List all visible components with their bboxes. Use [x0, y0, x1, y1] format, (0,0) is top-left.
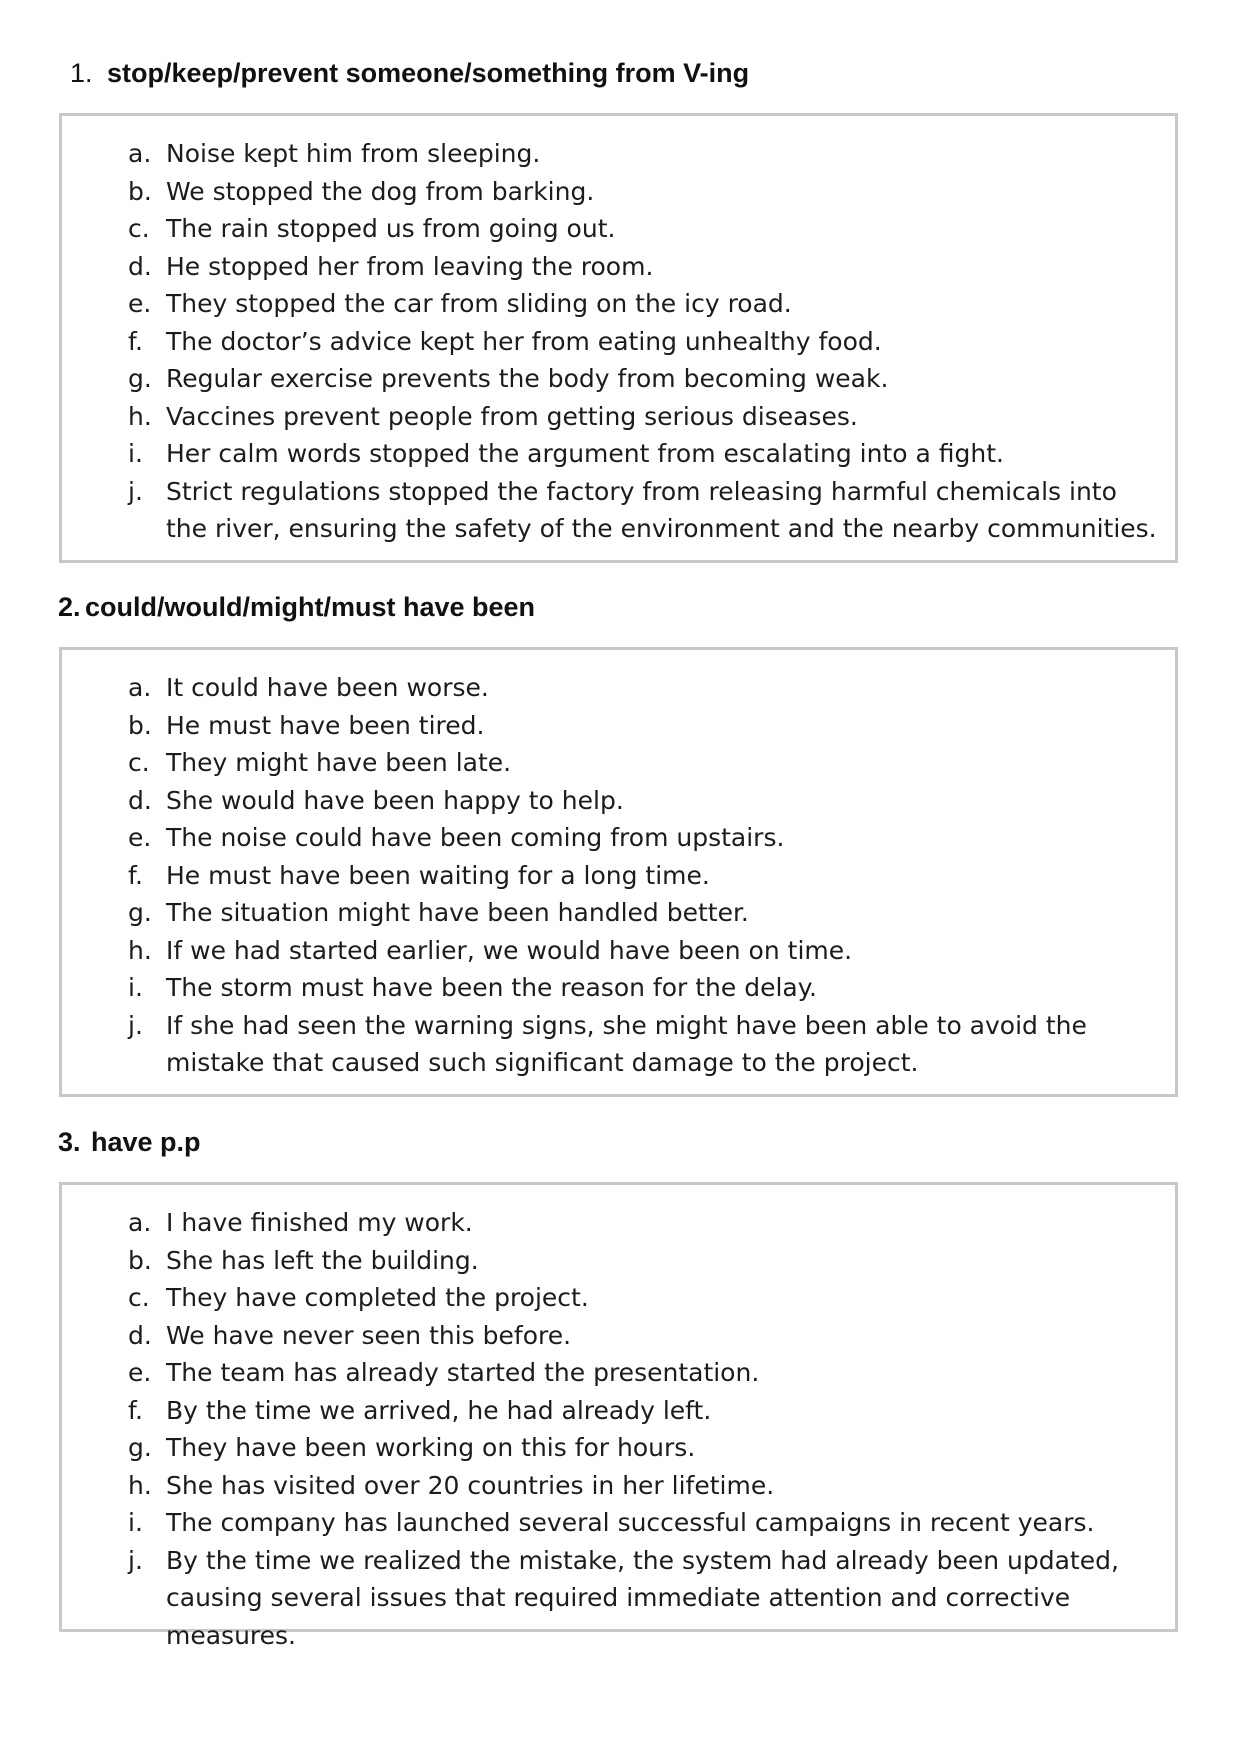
item-text: The rain stopped us from going out.	[166, 214, 616, 243]
section-1-example-box	[59, 113, 1178, 563]
list-item	[62, 323, 1175, 361]
item-text: Strict regulations stopped the factory from releasing harmful chemicals into the river, ensuring the safety of the environment and the nearby communities.	[166, 476, 1157, 543]
section-2-example-box	[59, 647, 1178, 1097]
item-marker: d.	[128, 251, 152, 281]
item-marker: h.	[128, 401, 152, 431]
list-item	[62, 1467, 1175, 1505]
item-text: We have never seen this before.	[166, 1320, 572, 1350]
item-marker: c.	[128, 214, 150, 243]
list-item	[62, 1279, 1175, 1317]
item-text: We stopped the dog from barking.	[166, 176, 595, 206]
section-3-number: 3.	[58, 1127, 81, 1157]
item-marker: a.	[128, 1208, 152, 1237]
list-item	[62, 1204, 1175, 1242]
item-marker: i.	[128, 973, 143, 1002]
item-text: If we had started earlier, we would have been on time.	[166, 935, 853, 965]
list-item	[62, 1542, 1175, 1655]
list-item	[62, 360, 1175, 398]
item-marker: g.	[128, 898, 152, 927]
item-text: Noise kept him from sleeping.	[166, 139, 541, 168]
list-item	[62, 435, 1175, 473]
item-text: If she had seen the warning signs, she might have been able to avoid the mistake that caused such significant damage to the project.	[166, 1010, 1087, 1077]
item-text: The company has launched several successful campaigns in recent years.	[166, 1508, 1095, 1537]
section-3-example-list	[62, 1204, 1175, 1654]
list-item	[62, 744, 1175, 782]
list-item	[62, 285, 1175, 323]
item-marker: a.	[128, 139, 152, 168]
item-text: By the time we arrived, he had already left.	[166, 1395, 712, 1425]
item-text: She would have been happy to help.	[166, 785, 624, 815]
section-2-number: 2.	[58, 592, 81, 622]
list-item	[62, 819, 1175, 857]
item-marker: j.	[128, 1545, 143, 1575]
item-marker: j.	[128, 1010, 143, 1040]
item-marker: f.	[128, 326, 143, 356]
item-marker: c.	[128, 748, 150, 777]
item-marker: h.	[128, 1470, 152, 1500]
section-3-title: have p.p	[91, 1127, 201, 1157]
list-item	[62, 1354, 1175, 1392]
item-text: The storm must have been the reason for the delay.	[166, 973, 817, 1002]
item-text: It could have been worse.	[166, 673, 489, 702]
list-item	[62, 398, 1175, 436]
list-item	[62, 1242, 1175, 1280]
item-text: She has left the building.	[166, 1245, 479, 1275]
item-text: They have completed the project.	[166, 1283, 589, 1312]
item-marker: f.	[128, 1395, 143, 1425]
item-text: By the time we realized the mistake, the system had already been updated, causing several issues that required immediate attention and corrective measures.	[166, 1545, 1119, 1650]
item-marker: h.	[128, 935, 152, 965]
item-marker: i.	[128, 1508, 143, 1537]
item-text: Regular exercise prevents the body from becoming weak.	[166, 364, 889, 393]
section-1-example-list	[62, 135, 1175, 548]
list-item	[62, 969, 1175, 1007]
list-item	[62, 1317, 1175, 1355]
item-marker: e.	[128, 1358, 152, 1387]
list-item	[62, 173, 1175, 211]
section-1-number: 1.	[70, 58, 93, 88]
list-item	[62, 894, 1175, 932]
item-text: Vaccines prevent people from getting serious diseases.	[166, 401, 858, 431]
section-2-example-list	[62, 669, 1175, 1082]
item-text: They stopped the car from sliding on the icy road.	[166, 289, 792, 318]
section-2-heading	[58, 590, 535, 624]
list-item	[62, 1504, 1175, 1542]
list-item	[62, 1007, 1175, 1082]
item-text: They have been working on this for hours.	[166, 1433, 696, 1462]
list-item	[62, 210, 1175, 248]
item-marker: e.	[128, 823, 152, 852]
item-text: Her calm words stopped the argument from escalating into a fight.	[166, 439, 1004, 468]
item-text: The team has already started the presentation.	[166, 1358, 760, 1387]
section-2-title: could/would/might/must have been	[85, 592, 536, 622]
item-marker: b.	[128, 176, 152, 206]
item-marker: i.	[128, 439, 143, 468]
item-marker: g.	[128, 1433, 152, 1462]
list-item	[62, 1392, 1175, 1430]
item-marker: j.	[128, 476, 143, 506]
item-text: The situation might have been handled better.	[166, 898, 749, 927]
section-1-heading	[70, 56, 749, 90]
item-text: I have finished my work.	[166, 1208, 473, 1237]
item-marker: e.	[128, 289, 152, 318]
list-item	[62, 1429, 1175, 1467]
item-marker: b.	[128, 710, 152, 740]
list-item	[62, 932, 1175, 970]
item-marker: a.	[128, 673, 152, 702]
list-item	[62, 782, 1175, 820]
item-marker: d.	[128, 1320, 152, 1350]
section-3-heading	[58, 1125, 201, 1159]
item-text: The noise could have been coming from upstairs.	[166, 823, 785, 852]
item-marker: c.	[128, 1283, 150, 1312]
section-1-title: stop/keep/prevent someone/something from V-ing	[107, 58, 750, 88]
item-text: The doctor’s advice kept her from eating unhealthy food.	[166, 326, 882, 356]
list-item	[62, 669, 1175, 707]
item-text: He must have been waiting for a long time.	[166, 860, 710, 890]
list-item	[62, 473, 1175, 548]
list-item	[62, 707, 1175, 745]
section-3-example-box	[59, 1182, 1178, 1650]
list-item	[62, 135, 1175, 173]
list-item	[62, 857, 1175, 895]
item-marker: b.	[128, 1245, 152, 1275]
item-text: They might have been late.	[166, 748, 512, 777]
item-text: He must have been tired.	[166, 710, 485, 740]
item-text: She has visited over 20 countries in her lifetime.	[166, 1470, 775, 1500]
item-marker: f.	[128, 860, 143, 890]
list-item	[62, 248, 1175, 286]
item-marker: g.	[128, 364, 152, 393]
item-marker: d.	[128, 785, 152, 815]
item-text: He stopped her from leaving the room.	[166, 251, 654, 281]
